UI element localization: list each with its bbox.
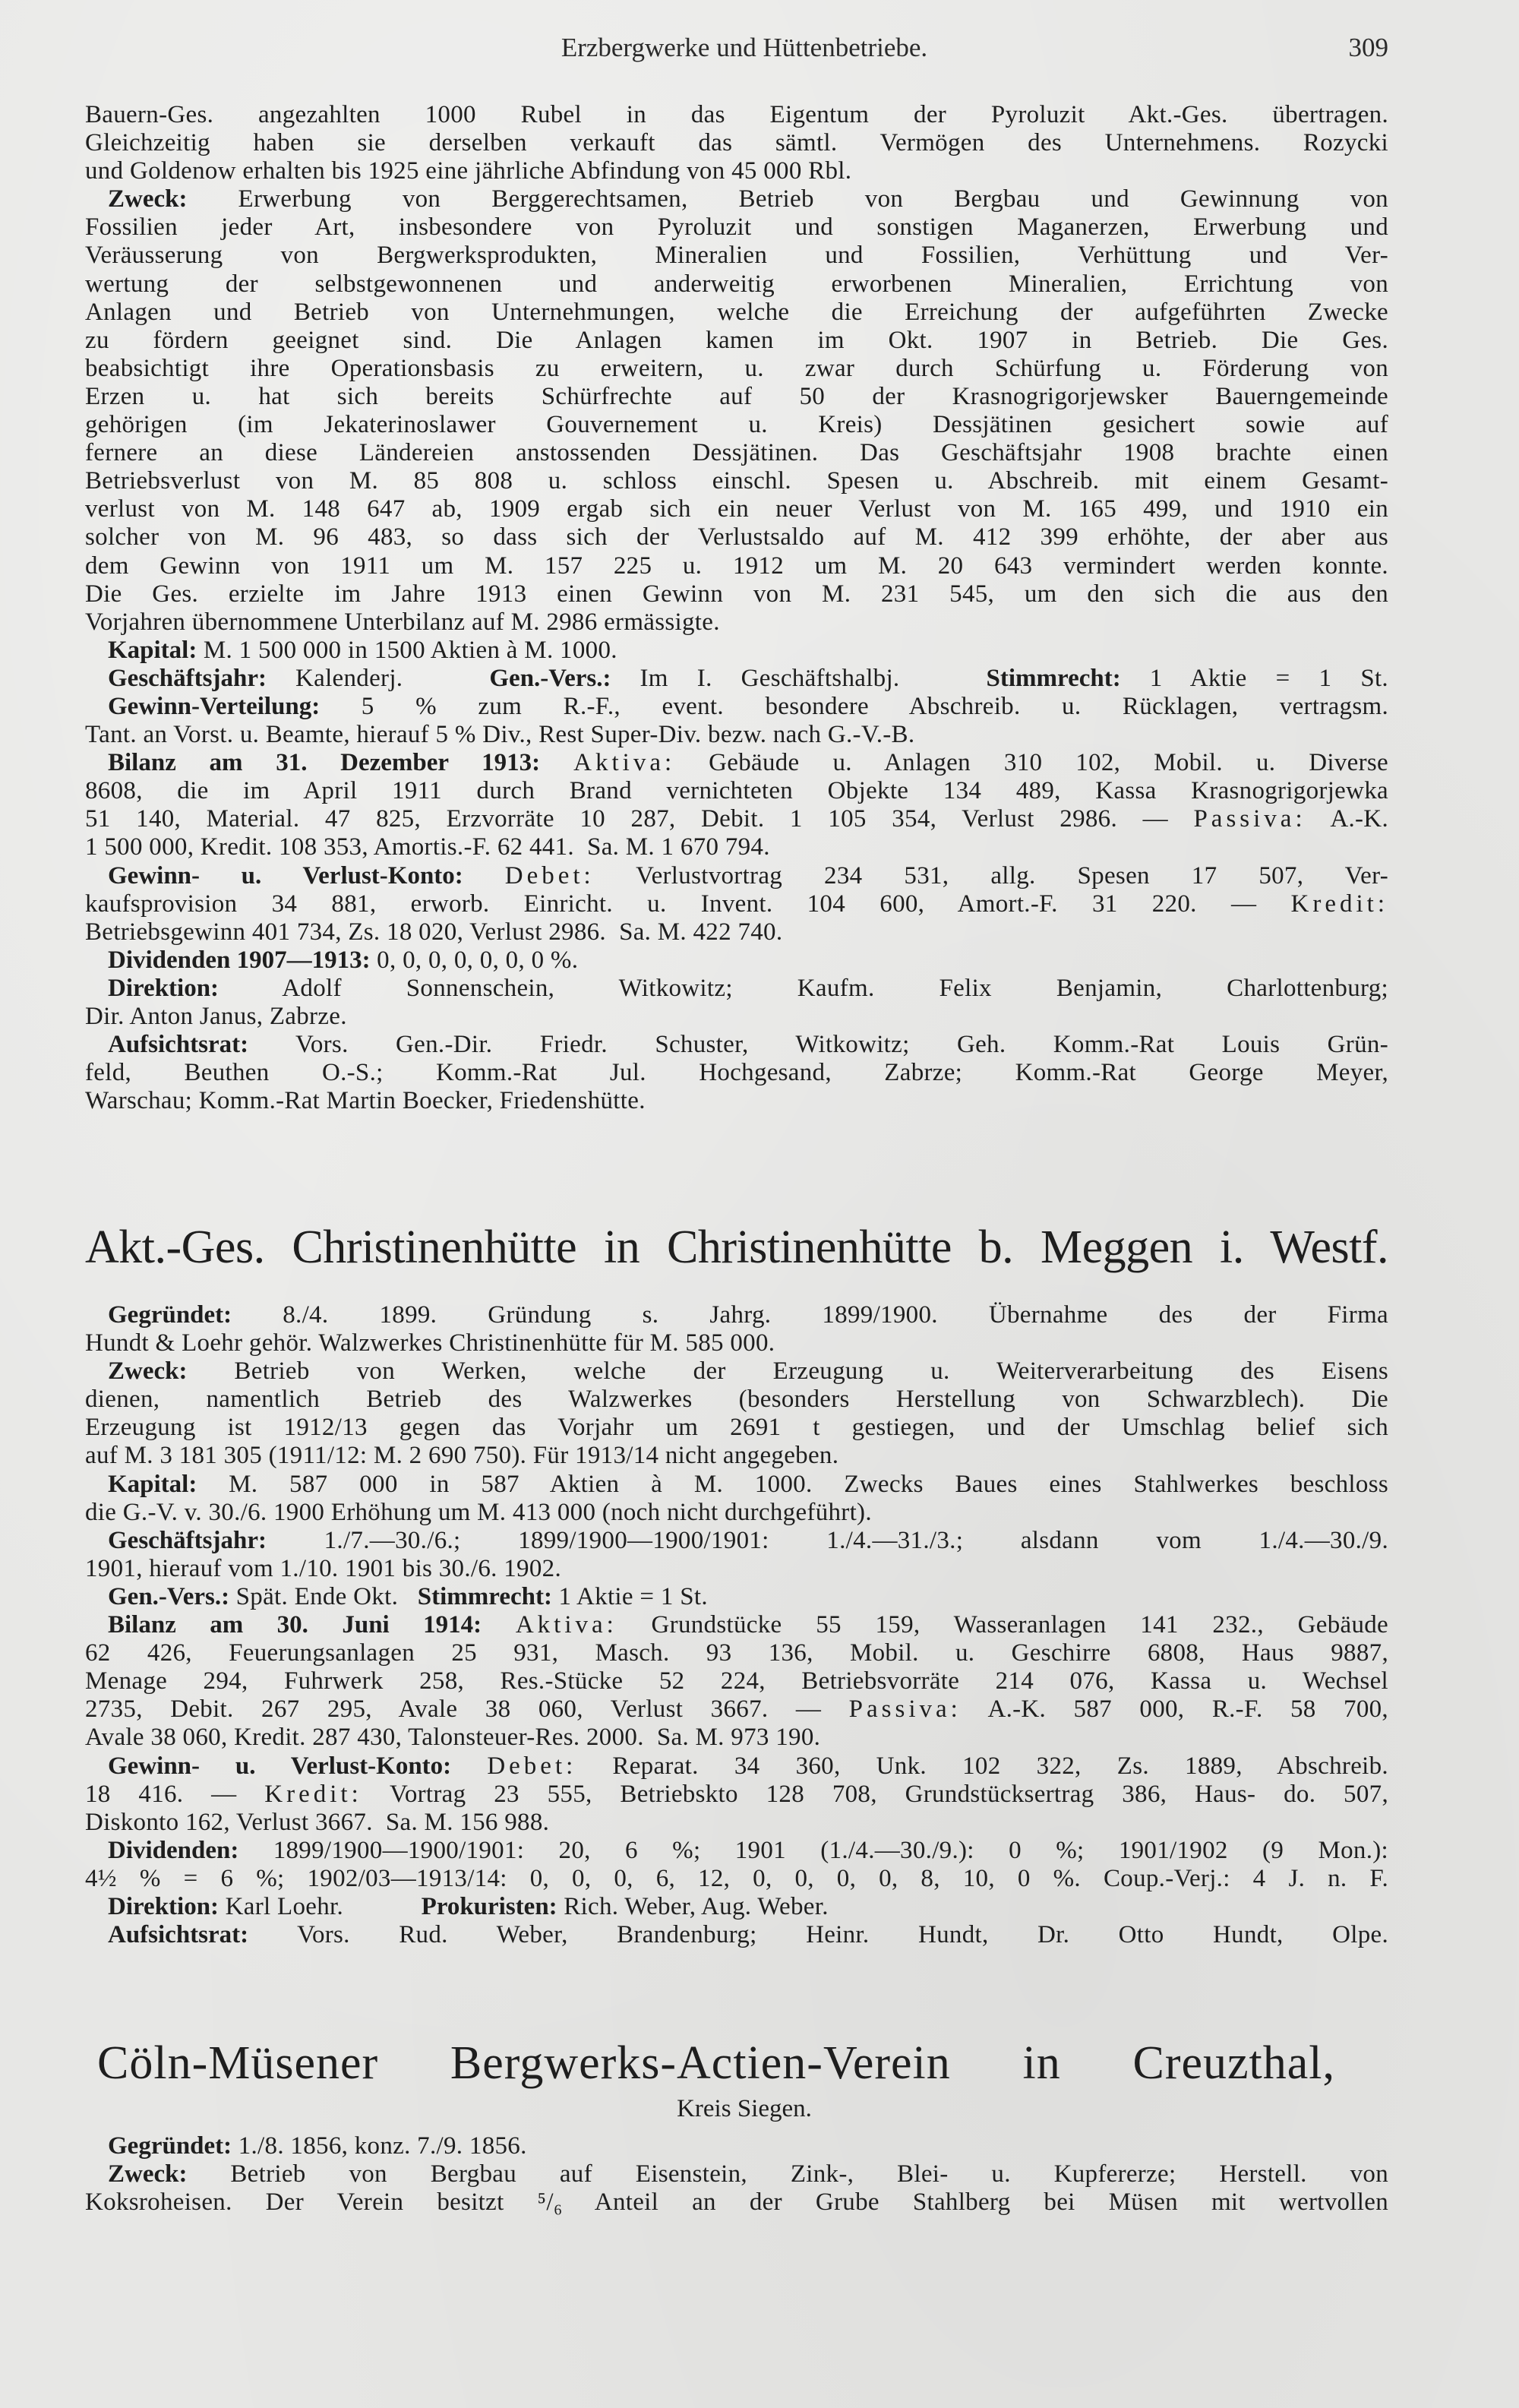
- text-run: Tant. an Vorst. u. Beamte, hierauf 5 % Div., Rest Super-Div. bezw. nach G.-V.-B.: [85, 721, 915, 749]
- text-line: [85, 608, 1388, 637]
- text-line: [85, 467, 1388, 495]
- text-line: [85, 411, 1388, 439]
- text-run: 4½ % = 6 %; 1902/03—1913/14: 0, 0, 0, 6, 12, 0, 0, 0, 0, 8, 10, 0 %. Coup.-Verj.: 4 J. n. F.: [85, 1864, 1388, 1892]
- spaced-label: Debet:: [487, 1752, 577, 1780]
- text-run: A.-K.: [1306, 805, 1388, 833]
- section-label: Prokuristen:: [421, 1892, 557, 1920]
- text-run: Die Ges. erzielte im Jahre 1913 einen Gewinn von M. 231 545, um den sich die aus den: [85, 580, 1388, 608]
- text-line: [85, 129, 1388, 157]
- text-line: [85, 665, 1388, 693]
- company-heading-christinenhuette: Akt.-Ges. Christinenhütte in Christinenhütte b. Meggen i. Westf.: [85, 1221, 1388, 1273]
- text-run: 1901, hierauf vom 1./10. 1901 bis 30./6. 1902.: [85, 1554, 562, 1582]
- section-label: Bilanz am 31. Dezember 1913:: [108, 749, 541, 777]
- text-run: 2735, Debit. 267 295, Avale 38 060, Verlust 3667. —: [85, 1695, 849, 1724]
- text-line: [85, 1611, 1388, 1639]
- paragraph: [85, 946, 1388, 975]
- text-line: [85, 1639, 1388, 1667]
- section-label: Gewinn-Verteilung:: [108, 692, 321, 720]
- section-label: Bilanz am 30. Juni 1914:: [108, 1611, 482, 1639]
- text-line: [85, 1667, 1388, 1695]
- text-line: [85, 383, 1388, 411]
- text-line: [85, 2160, 1388, 2188]
- text-run: 8./4. 1899. Gründung s. Jahrg. 1899/1900. Übernahme des der Firma: [232, 1301, 1388, 1329]
- text-run: gehörigen (im Jekaterinoslawer Gouvernement u. Kreis) Dessjätinen gesichert sowie auf: [85, 411, 1388, 439]
- text-run: A.-K. 587 000, R.-F. 58 700,: [961, 1695, 1388, 1724]
- text-line: [85, 1087, 1388, 1115]
- paragraph: [85, 1837, 1388, 1893]
- text-run: dem Gewinn von 1911 um M. 157 225 u. 1912 um M. 20 643 vermindert werden konnte.: [85, 551, 1388, 580]
- section-label: Kapital:: [108, 636, 197, 664]
- paragraph: [85, 637, 1388, 665]
- section-christinenhuette: [85, 1301, 1388, 1949]
- text-line: [85, 1752, 1388, 1781]
- text-run: Betrieb von Werken, welche der Erzeugung u. Weiterverarbeitung des Eisens: [187, 1357, 1388, 1386]
- text-run: Anlagen und Betrieb von Unternehmungen, welche die Erreichung der aufgeführten Zwecke: [85, 298, 1388, 326]
- text-line: [85, 1442, 1388, 1470]
- text-run: 1./7.—30./6.; 1899/1900—1900/1901: 1./4.—31./3.; alsdann vom 1./4.—30./9.: [266, 1526, 1388, 1554]
- paragraph: [85, 101, 1388, 185]
- text-run: Erwerbung von Berggerechtsamen, Betrieb von Bergbau und Gewinnung von: [187, 185, 1388, 213]
- paragraph: [85, 1031, 1388, 1115]
- text-line: [85, 1414, 1388, 1442]
- text-line: [85, 1031, 1388, 1059]
- text-run: Dir. Anton Janus, Zabrze.: [85, 1003, 347, 1030]
- text-run: solcher von M. 96 483, so dass sich der Verlustsaldo auf M. 412 399 erhöhte, der aber aus: [85, 523, 1388, 551]
- text-line: [85, 862, 1388, 890]
- text-line: [85, 805, 1388, 833]
- text-run: beabsichtigt ihre Operationsbasis zu erweitern, u. zwar durch Schürfung u. Förderung von: [85, 354, 1388, 382]
- text-line: [85, 213, 1388, 242]
- text-run: fernere an diese Ländereien anstossenden Dessjätinen. Das Geschäftsjahr 1908 brachte einen: [85, 439, 1388, 467]
- paragraph: [85, 1893, 1388, 1921]
- section-label: Zweck:: [108, 2160, 188, 2188]
- text-line: [85, 495, 1388, 523]
- text-run: Karl Loehr.: [219, 1892, 422, 1920]
- section-label: Gen.-Vers.:: [489, 664, 611, 692]
- text-run: feld, Beuthen O.-S.; Komm.-Rat Jul. Hochgesand, Zabrze; Komm.-Rat George Meyer,: [85, 1059, 1388, 1087]
- text-line: [85, 439, 1388, 467]
- text-run: [463, 862, 505, 890]
- paragraph: [85, 1752, 1388, 1837]
- section-pyroluzit-continuation: [85, 101, 1388, 1115]
- text-run: Erzeugung ist 1912/13 gegen das Vorjahr um 2691 t gestiegen, und der Umschlag belief sich: [85, 1414, 1388, 1442]
- text-run: Vorjahren übernommene Unterbilanz auf M. 2986 ermässigte.: [85, 608, 720, 636]
- text-run: Adolf Sonnenschein, Witkowitz; Kaufm. Felix Benjamin, Charlottenburg;: [219, 974, 1388, 1002]
- text-line: [85, 1329, 1388, 1357]
- text-line: [85, 637, 1388, 665]
- text-line: [85, 1837, 1388, 1865]
- text-run: Fossilien jeder Art, insbesondere von Pyroluzit und sonstigen Maganerzen, Erwerbung und: [85, 213, 1388, 242]
- paragraph: [85, 1357, 1388, 1470]
- text-line: [85, 2132, 1388, 2160]
- text-line: [85, 1059, 1388, 1087]
- text-run: [540, 749, 573, 776]
- section-label: Gegründet:: [108, 1301, 232, 1329]
- section-label: Geschäftsjahr:: [108, 664, 267, 692]
- text-line: [85, 975, 1388, 1003]
- text-run: 62 426, Feuerungsanlagen 25 931, Masch. 93 136, Mobil. u. Geschirre 6808, Haus 9887,: [85, 1639, 1388, 1667]
- spaced-label: Passiva:: [848, 1695, 962, 1724]
- text-run: zu fördern geeignet sind. Die Anlagen kamen im Okt. 1907 in Betrieb. Die Ges.: [85, 326, 1388, 354]
- text-run: Diskonto 162, Verlust 3667. Sa. M. 156 988.: [85, 1808, 550, 1836]
- text-run: [451, 1752, 487, 1780]
- text-run: Betriebsgewinn 401 734, Zs. 18 020, Verlust 2986. Sa. M. 422 740.: [85, 918, 783, 946]
- text-line: [85, 242, 1388, 270]
- text-line: [85, 1583, 1388, 1611]
- text-line: [85, 1301, 1388, 1329]
- text-run: Warschau; Komm.-Rat Martin Boecker, Friedenshütte.: [85, 1087, 646, 1115]
- text-line: [85, 101, 1388, 129]
- spaced-label: Passiva:: [1193, 805, 1306, 833]
- paragraph: [85, 1583, 1388, 1611]
- section-label: Stimmrecht:: [986, 664, 1121, 692]
- text-line: [85, 1809, 1388, 1837]
- text-line: [85, 1865, 1388, 1893]
- spaced-label: Kredit:: [264, 1780, 362, 1808]
- paragraph: [85, 975, 1388, 1031]
- paragraph: [85, 2132, 1388, 2160]
- paragraph: [85, 862, 1388, 946]
- text-run: verlust von M. 148 647 ab, 1909 ergab sich ein neuer Verlust von M. 165 499, und 1910 ein: [85, 495, 1388, 523]
- section-label: Zweck:: [108, 185, 188, 213]
- text-run: Vors. Rud. Weber, Brandenburg; Heinr. Hundt, Dr. Otto Hundt, Olpe.: [248, 1921, 1388, 1949]
- text-line: [85, 1781, 1388, 1809]
- section-label: Geschäftsjahr:: [108, 1526, 267, 1554]
- section-label: Direktion:: [108, 1892, 219, 1920]
- text-run: Kalenderj.: [266, 664, 490, 692]
- text-line: [85, 1724, 1388, 1752]
- spaced-label: Debet:: [504, 861, 595, 890]
- text-run: Vortrag 23 555, Betriebskto 128 708, Grundstücksertrag 386, Haus- do. 507,: [362, 1780, 1389, 1808]
- text-line: [85, 2188, 1388, 2217]
- text-run: 18 416. —: [85, 1780, 265, 1808]
- text-run: Gleichzeitig haben sie derselben verkauft das sämtl. Vermögen des Unternehmens. Rozycki: [85, 129, 1388, 157]
- paragraph: [85, 1471, 1388, 1527]
- text-run: 1 Aktie = 1 St.: [1120, 664, 1388, 692]
- section-label: Zweck:: [108, 1357, 188, 1386]
- section-label: Gen.-Vers.:: [108, 1582, 230, 1610]
- text-run: Veräusserung von Bergwerksprodukten, Mineralien und Fossilien, Verhüttung und Ver-: [85, 242, 1388, 270]
- text-line: [85, 1921, 1388, 1949]
- paragraph: [85, 1527, 1388, 1583]
- paragraph: [85, 2160, 1388, 2217]
- text-line: [85, 721, 1388, 749]
- text-run: und Goldenow erhalten bis 1925 eine jährliche Abfindung von 45 000 Rbl.: [85, 157, 852, 185]
- company-heading-coeln-muesener: Cöln-Müsener Bergwerks-Actien-Verein in Creuzthal,: [97, 2037, 1335, 2089]
- text-run: Bauern-Ges. angezahlten 1000 Rubel in das Eigentum der Pyroluzit Akt.-Ges. übertragen.: [85, 101, 1388, 128]
- paragraph: [85, 1301, 1388, 1357]
- text-line: [85, 580, 1388, 608]
- text-run: 1899/1900—1900/1901: 20, 6 %; 1901 (1./4.—30./9.): 0 %; 1901/1902 (9 Mon.):: [238, 1836, 1388, 1864]
- text-run: 8608, die im April 1911 durch Brand vernichteten Objekte 134 489, Kassa Krasnogrigorjewka: [85, 777, 1388, 805]
- text-run: Grundstücke 55 159, Wasseranlagen 141 232., Gebäude: [617, 1611, 1388, 1639]
- text-line: [85, 327, 1388, 355]
- text-run: Gebäude u. Anlagen 310 102, Mobil. u. Diverse: [675, 749, 1388, 777]
- text-run: 5 % zum R.-F., event. besondere Abschreib. u. Rücklagen, vertragsm.: [320, 692, 1388, 720]
- text-run: M. 1 500 000 in 1500 Aktien à M. 1000.: [197, 636, 617, 664]
- text-line: [85, 1357, 1388, 1386]
- text-line: [85, 749, 1388, 777]
- text-run: dienen, namentlich Betrieb des Walzwerkes (besonders Herstellung von Schwarzblech). Die: [85, 1386, 1388, 1414]
- text-run: Betriebsverlust von M. 85 808 u. schloss einschl. Spesen u. Abschreib. mit einem Gesamt-: [85, 467, 1388, 495]
- text-line: [85, 299, 1388, 327]
- text-line: [85, 1893, 1388, 1921]
- text-line: [85, 523, 1388, 551]
- text-run: auf M. 3 181 305 (1911/12: M. 2 690 750). Für 1913/14 nicht angegeben.: [85, 1442, 839, 1470]
- paragraph: [85, 693, 1388, 749]
- spaced-label: Kredit:: [1290, 890, 1388, 918]
- paragraph: [85, 749, 1388, 861]
- spaced-label: Aktiva:: [515, 1611, 617, 1639]
- text-run: 1 Aktie = 1 St.: [551, 1582, 708, 1610]
- text-run: Hundt & Loehr gehör. Walzwerkes Christinenhütte für M. 585 000.: [85, 1329, 775, 1357]
- section-label: Dividenden 1907—1913:: [108, 946, 371, 974]
- paragraph: [85, 185, 1388, 637]
- text-run: Menage 294, Fuhrwerk 258, Res.-Stücke 52 224, Betriebsvorräte 214 076, Kassa u. Wechsel: [85, 1667, 1388, 1695]
- text-line: [85, 1499, 1388, 1527]
- text-run: 1 500 000, Kredit. 108 353, Amortis.-F. 62 441. Sa. M. 1 670 794.: [85, 833, 770, 861]
- section-label: Direktion:: [108, 974, 219, 1002]
- text-run: Reparat. 34 360, Unk. 102 322, Zs. 1889, Abschreib.: [576, 1752, 1388, 1780]
- spaced-label: Aktiva:: [573, 749, 676, 777]
- text-run: [482, 1611, 516, 1639]
- text-run: Betrieb von Bergbau auf Eisenstein, Zink-, Blei- u. Kupfererze; Herstell. von: [187, 2160, 1388, 2188]
- text-line: [85, 1527, 1388, 1555]
- text-run: wertung der selbstgewonnenen und anderweitig erworbenen Mineralien, Errichtung von: [85, 270, 1388, 298]
- text-run: Rich. Weber, Aug. Weber.: [557, 1892, 829, 1920]
- text-line: [85, 1471, 1388, 1499]
- text-run: 1./8. 1856, konz. 7./9. 1856.: [232, 2132, 527, 2160]
- section-label: Gewinn- u. Verlust-Konto:: [108, 1752, 452, 1780]
- text-line: [85, 918, 1388, 946]
- text-line: [85, 890, 1388, 918]
- text-line: [85, 1555, 1388, 1583]
- paragraph: [85, 1611, 1388, 1752]
- section-label: Gewinn- u. Verlust-Konto:: [108, 861, 463, 890]
- text-run: Erzen u. hat sich bereits Schürfrechte auf 50 der Krasnogrigorjewsker Bauerngemeinde: [85, 382, 1388, 410]
- section-label: Aufsichtsrat:: [108, 1031, 249, 1059]
- text-line: [85, 157, 1388, 185]
- text-line: [85, 833, 1388, 861]
- text-run: M. 587 000 in 587 Aktien à M. 1000. Zwecks Baues eines Stahlwerkes beschloss: [197, 1470, 1388, 1498]
- text-line: [85, 1386, 1388, 1414]
- text-run: Im I. Geschäftshalbj.: [611, 664, 987, 692]
- text-run: 0, 0, 0, 0, 0, 0, 0 %.: [370, 946, 579, 974]
- paragraph: [85, 1921, 1388, 1949]
- company-subtitle-kreis-siegen: Kreis Siegen.: [677, 2095, 812, 2122]
- section-label: Stimmrecht:: [417, 1582, 552, 1610]
- text-line: [85, 693, 1388, 721]
- text-run: Koksroheisen. Der Verein besitzt ⁵/₆ Anteil an der Grube Stahlberg bei Müsen mit wertvollen: [85, 2188, 1388, 2217]
- text-line: [85, 355, 1388, 383]
- text-line: [85, 552, 1388, 580]
- text-line: [85, 270, 1388, 299]
- text-line: [85, 946, 1388, 975]
- text-run: Verlustvortrag 234 531, allg. Spesen 17 507, Ver-: [594, 861, 1388, 890]
- section-label: Gegründet:: [108, 2132, 232, 2160]
- text-run: Avale 38 060, Kredit. 287 430, Talonsteuer-Res. 2000. Sa. M. 973 190.: [85, 1724, 821, 1752]
- text-run: Vors. Gen.-Dir. Friedr. Schuster, Witkowitz; Geh. Komm.-Rat Louis Grün-: [248, 1031, 1388, 1059]
- text-run: die G.-V. v. 30./6. 1900 Erhöhung um M. 413 000 (noch nicht durchgeführt).: [85, 1498, 872, 1526]
- text-line: [85, 1695, 1388, 1724]
- section-label: Dividenden:: [108, 1836, 239, 1864]
- text-line: [85, 777, 1388, 805]
- page-number: 309: [1348, 33, 1388, 62]
- text-run: Spät. Ende Okt.: [229, 1582, 418, 1610]
- section-label: Kapital:: [108, 1470, 197, 1498]
- paragraph: [85, 665, 1388, 693]
- text-line: [85, 1003, 1388, 1031]
- section-coeln-muesener: [85, 2132, 1388, 2217]
- running-title: Erzbergwerke und Hüttenbetriebe.: [561, 33, 928, 62]
- text-run: 51 140, Material. 47 825, Erzvorräte 10 287, Debit. 1 105 354, Verlust 2986. —: [85, 805, 1194, 833]
- section-label: Aufsichtsrat:: [108, 1921, 249, 1949]
- text-run: kaufsprovision 34 881, erworb. Einricht. u. Invent. 104 600, Amort.-F. 31 220. —: [85, 890, 1291, 918]
- text-line: [85, 185, 1388, 213]
